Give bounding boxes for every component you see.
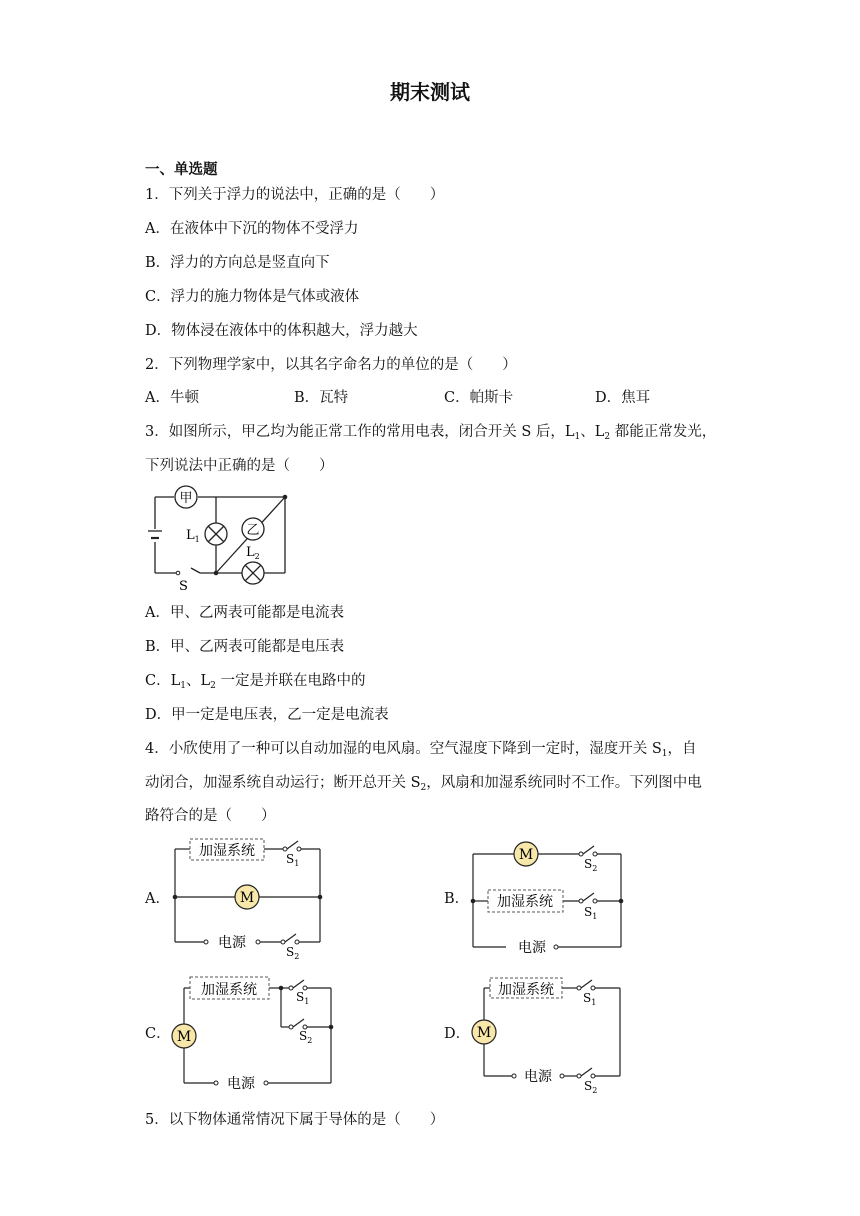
question-3-circuit-figure [140,484,300,594]
svg-text:S1: $S_1$ [296,990,310,1006]
question-3-stem-line1: 3．如图所示，甲乙均为能正常工作的常用电表，闭合开关 S 后，$L_1$、$L_2$ 都能正常发光， [145,424,717,442]
question-1-option-b: B．浮力的方向总是竖直向下 [145,255,330,271]
switch-s-label: S [179,579,188,594]
svg-text:S2: $S_2$ [299,1029,313,1045]
question-4-option-a-label: A． [145,891,170,907]
question-2-option-d: D．焦耳 [595,390,651,406]
question-1-stem: 1．下列关于浮力的说法中，正确的是（ ） [145,187,445,203]
question-3-option-b: B．甲、乙两表可能都是电压表 [145,639,345,655]
meter-jia-label: 甲 [179,491,193,506]
motor-m-label: M [176,1029,192,1045]
question-4-circuit-c [168,970,343,1095]
question-3-option-a: A．甲、乙两表可能都是电流表 [145,605,344,621]
svg-text:S1: $S_1$ [583,991,597,1007]
question-2-option-a: A．牛顿 [145,390,199,406]
question-3-option-c: C．$L_1$、$L_2$ 一定是并联在电路中的 [145,673,366,691]
svg-text:S1: $S_1$ [584,905,598,921]
power-label: 电源 [218,935,246,951]
question-2-option-c: C．帕斯卡 [444,390,514,406]
question-4-circuit-a [168,835,328,960]
lamp-l1-label: $L_1$ [186,528,200,544]
humidifier-label: 加湿系统 [498,982,554,998]
page-title: 期末测试 [390,80,470,104]
question-1-option-a: A．在液体中下沉的物体不受浮力 [145,221,359,237]
question-4-stem-line3: 路符合的是（ ） [145,808,276,824]
question-3-option-d: D．甲一定是电压表，乙一定是电流表 [145,707,389,723]
humidifier-label: 加湿系统 [199,843,255,859]
power-label: 电源 [227,1076,255,1092]
question-4-option-d-label: D． [444,1026,471,1042]
svg-text:S1: $S_1$ [286,852,300,868]
question-4-circuit-d [466,970,631,1095]
lamp-l2-label: $L_2$ [246,545,260,561]
question-1-option-c: C．浮力的施力物体是气体或液体 [145,289,360,305]
question-4-circuit-b [466,840,631,965]
question-4-stem-line2: 动闭合，加湿系统自动运行；断开总开关 $S_2$，风扇和加湿系统同时不工作。下列图中电 [145,775,702,793]
question-4-stem-line1: 4．小欣使用了一种可以自动加湿的电风扇。空气湿度下降到一定时，湿度开关 $S_1$，自 [145,741,697,759]
power-label: 电源 [518,940,546,956]
motor-m-label: M [476,1025,492,1041]
power-label: 电源 [524,1069,552,1085]
humidifier-label: 加湿系统 [201,982,257,998]
meter-yi-label: 乙 [246,523,260,538]
question-2-option-b: B．瓦特 [294,390,349,406]
svg-text:S2: $S_2$ [286,945,300,961]
section-heading: 一、单选题 [145,162,218,178]
humidifier-label: 加湿系统 [497,894,553,910]
svg-text:S2: $S_2$ [584,1079,598,1095]
question-2-stem: 2．下列物理学家中，以其名字命名力的单位的是（ ） [145,357,517,373]
motor-m-label: M [239,890,255,906]
question-3-stem-line2: 下列说法中正确的是（ ） [145,458,334,474]
motor-m-label: M [518,847,534,863]
question-1-option-d: D．物体浸在液体中的体积越大，浮力越大 [145,323,418,339]
svg-text:S2: $S_2$ [584,857,598,873]
question-5-stem: 5．以下物体通常情况下属于导体的是（ ） [145,1112,445,1128]
question-4-option-b-label: B． [444,891,470,907]
question-4-option-c-label: C． [145,1026,171,1042]
